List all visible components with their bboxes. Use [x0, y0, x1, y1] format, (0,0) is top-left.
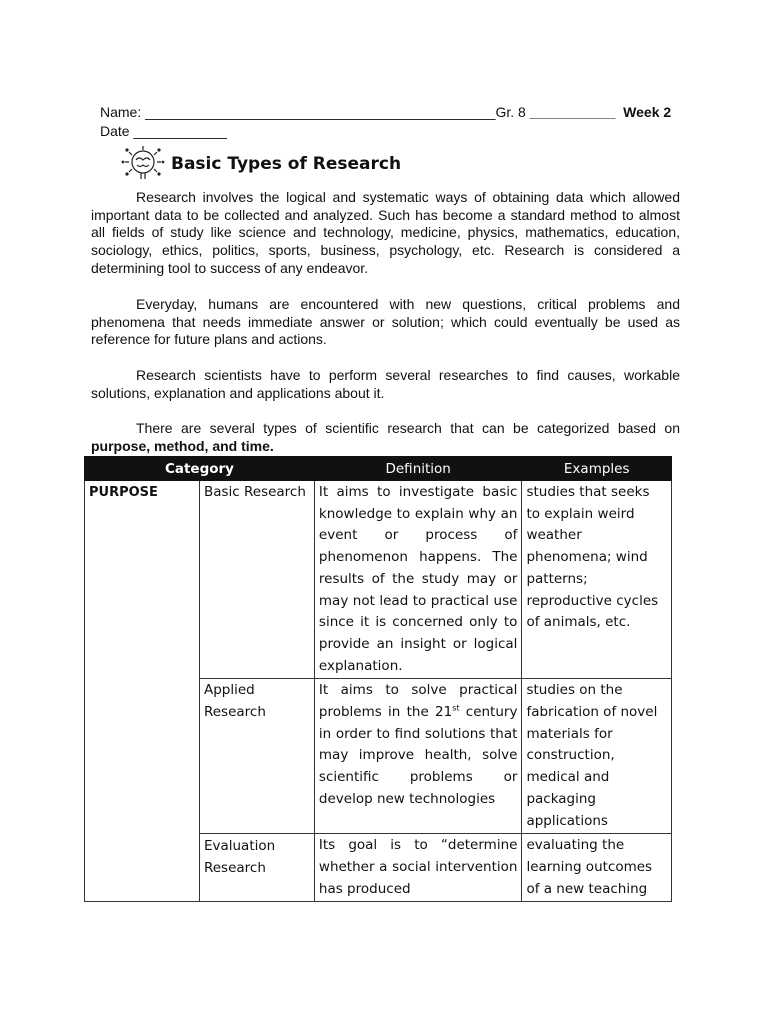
row-name-evaluation: Evaluation Research	[199, 834, 314, 902]
name-line	[100, 103, 680, 121]
header-definition: Definition	[314, 457, 522, 481]
paragraph-types	[91, 420, 680, 455]
table-header-row	[85, 457, 672, 481]
paragraph-types-bold: purpose, method, and time.	[91, 437, 274, 454]
grade-blank: ___________	[529, 104, 616, 120]
definition-applied-sup: st	[452, 703, 460, 713]
definition-applied-b: century in order to find solutions that may improve health, solve scientific problems or develop new technologies	[318, 704, 518, 807]
paragraph-questions: Everyday, humans are encountered with new questions, critical problems and phenomena that needs immediate answer or solution; which could eventually be used as reference for future plans and actions.	[91, 296, 680, 348]
paragraph-scientists: Research scientists have to perform several researches to find causes, workable solutions, explanation and applications about it.	[91, 367, 680, 401]
row-example-basic: studies that seeks to explain weird weather phenomena; wind patterns; reproductive cycles of animals, etc.	[522, 481, 672, 679]
page-title: Basic Types of Research	[171, 154, 402, 174]
research-types-table	[84, 456, 672, 902]
title-row	[121, 144, 401, 184]
row-example-applied: studies on the fabrication of novel materials for construction, medical and packaging applications	[522, 679, 672, 834]
name-label: Name: _____________________________________________Gr. 8	[100, 104, 530, 120]
row-definition-basic: It aims to investigate basic knowledge to explain why an event or process of phenomenon happens. The results of the study may or may not lead to practical use since it is concerned only to provide an insight or logical explanation.	[314, 481, 522, 679]
header-examples: Examples	[522, 457, 672, 481]
definition-applied-a: It aims to solve practical problems in the 21	[318, 682, 518, 721]
row-example-evaluation: evaluating the learning outcomes of a new teaching	[522, 834, 672, 902]
row-name-applied: Applied Research	[199, 679, 314, 834]
header-category: Category	[85, 457, 315, 481]
date-line: Date ____________	[100, 123, 227, 139]
row-definition-applied	[314, 679, 522, 834]
group-purpose: PURPOSE	[85, 481, 200, 902]
paragraph-intro: Research involves the logical and systematic ways of obtaining data which allowed important data to be collected and analyzed. Such has become a standard method to almost all fields of study like science and technology, medicine, physics, mathematics, education, sociology, ethics, politics, sports, business, psychology, etc. Research is considered a determining tool to success of any endeavor.	[91, 189, 680, 276]
paragraph-types-text: There are several types of scientific research that can be categorized based on	[136, 420, 680, 436]
row-definition-evaluation: Its goal is to “determine whether a social intervention has produced	[314, 834, 522, 902]
week-label: Week 2	[615, 104, 672, 120]
brain-head-icon	[121, 144, 165, 184]
row-name-basic: Basic Research	[199, 481, 314, 679]
table-row	[85, 481, 672, 679]
